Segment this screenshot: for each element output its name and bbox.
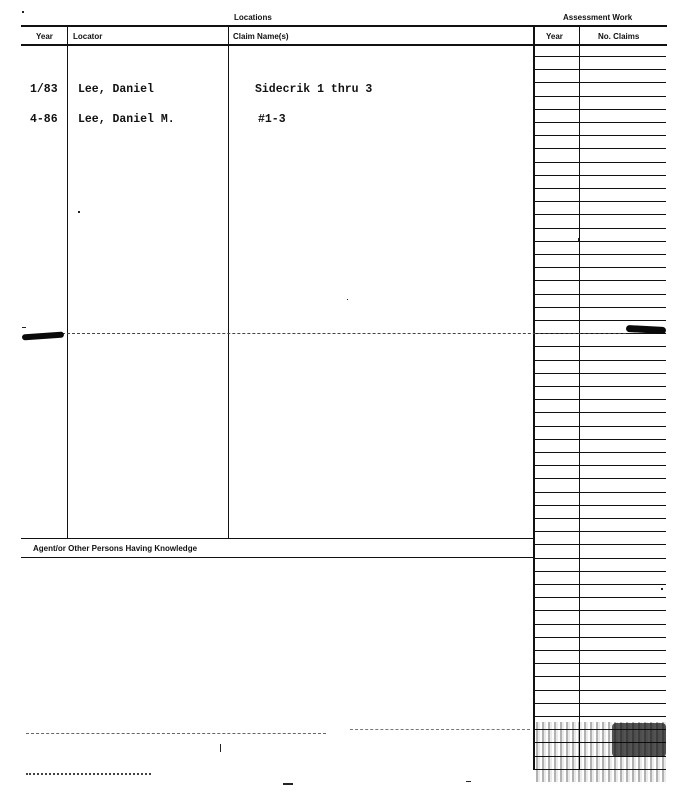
agent-label: Agent/or Other Persons Having Knowledge: [33, 544, 198, 553]
assessment-row-rule: [534, 267, 666, 268]
header-rule: [21, 44, 667, 46]
assessment-row-rule: [534, 162, 666, 163]
entry-1-year: 1/83: [30, 83, 58, 96]
assessment-row-rule: [534, 716, 666, 717]
entry-2-locator: Lee, Daniel M.: [78, 113, 175, 126]
assessment-row-rule: [534, 412, 666, 413]
entry-1-claim: Sidecrik 1 thru 3: [255, 83, 373, 96]
assessment-row-rule: [534, 82, 666, 83]
assessment-row-rule: [534, 544, 666, 545]
assessment-row-rule: [534, 571, 666, 572]
top-rule: [21, 25, 667, 27]
assessment-row-rule: [534, 241, 666, 242]
assessment-work-title: Assessment Work: [563, 13, 633, 22]
assessment-row-rule: [534, 96, 666, 97]
assessment-row-rule: [534, 373, 666, 374]
scan-noise-line: [350, 729, 530, 730]
assessment-row-rule: [534, 663, 666, 664]
scan-speck: [283, 783, 293, 785]
assessment-row-rule: [534, 386, 666, 387]
locations-bottom-rule: [21, 538, 534, 539]
assessment-row-rule: [534, 188, 666, 189]
assessment-row-rule: [534, 465, 666, 466]
assessment-row-rule: [534, 676, 666, 677]
assessment-row-rule: [534, 122, 666, 123]
assessment-row-rule: [534, 109, 666, 110]
assessment-row-rule: [534, 584, 666, 585]
entry-1-locator: Lee, Daniel: [78, 83, 154, 96]
assessment-row-rule: [534, 478, 666, 479]
divider-claims-assessment: [533, 26, 535, 770]
assessment-row-rule: [534, 320, 666, 321]
assessment-row-rule: [534, 148, 666, 149]
scan-speck: [22, 327, 26, 328]
assessment-row-rule: [534, 175, 666, 176]
assessment-row-rule: [534, 426, 666, 427]
scan-speck: [661, 588, 663, 590]
scan-speck: [78, 211, 80, 213]
assessment-row-rule: [534, 597, 666, 598]
scan-speck: [22, 11, 24, 13]
assessment-row-rule: [534, 610, 666, 611]
assessment-row-rule: [534, 439, 666, 440]
scan-smudge-dark: [612, 723, 666, 757]
col-locator-header: Locator: [73, 32, 103, 41]
assessment-row-rule: [534, 228, 666, 229]
assessment-row-rule: [534, 214, 666, 215]
assessment-row-rule: [534, 637, 666, 638]
assessment-row-rule: [534, 346, 666, 347]
col-claim-names-header: Claim Name(s): [233, 32, 289, 41]
assessment-row-rule: [534, 558, 666, 559]
assessment-row-rule: [534, 531, 666, 532]
divider-year-locator: [67, 26, 68, 538]
col-aw-claims-header: No. Claims: [598, 32, 640, 41]
assessment-row-rule: [534, 703, 666, 704]
divider-aw-year-claims: [579, 26, 580, 770]
assessment-row-rule: [534, 307, 666, 308]
scan-speck: [347, 299, 348, 300]
assessment-row-rule: [534, 690, 666, 691]
assessment-row-rule: [534, 360, 666, 361]
assessment-row-rule: [534, 624, 666, 625]
assessment-row-rule: [534, 201, 666, 202]
scan-speck: [466, 781, 471, 782]
col-year-header: Year: [36, 32, 53, 41]
assessment-row-rule: [534, 69, 666, 70]
col-aw-year-header: Year: [546, 32, 563, 41]
agent-label-rule: [21, 557, 534, 558]
divider-locator-claims: [228, 26, 229, 538]
assessment-row-rule: [534, 399, 666, 400]
assessment-row-rule: [534, 294, 666, 295]
assessment-row-rule: [534, 254, 666, 255]
locations-title: Locations: [234, 13, 272, 22]
assessment-row-rule: [534, 518, 666, 519]
entry-2-claim: #1-3: [258, 113, 286, 126]
scan-speck: [220, 744, 221, 752]
assessment-row-rule: [534, 505, 666, 506]
ink-mark-left: [22, 332, 64, 341]
dashed-divider: [62, 333, 626, 334]
scan-noise-line: [26, 733, 326, 734]
assessment-row-rule: [534, 56, 666, 57]
scan-speck: [578, 238, 579, 241]
assessment-row-rule: [534, 452, 666, 453]
assessment-row-rule: [534, 135, 666, 136]
entry-2-year: 4-86: [30, 113, 58, 126]
assessment-row-rule: [534, 280, 666, 281]
assessment-row-rule: [534, 492, 666, 493]
scan-noise-line: [26, 773, 151, 775]
assessment-row-rule: [534, 650, 666, 651]
